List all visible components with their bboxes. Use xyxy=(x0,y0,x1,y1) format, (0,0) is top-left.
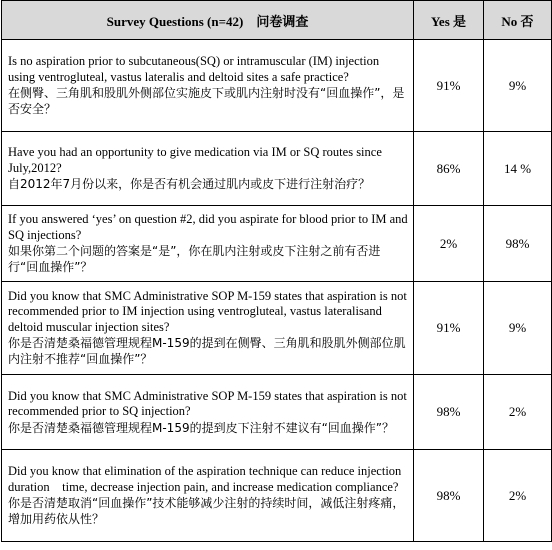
question-english: Did you know that elimination of the aspiration technique can reduce injection duration time, decrease injection pain, and increase medication compliance? xyxy=(8,464,402,494)
yes-percentage: 86% xyxy=(414,132,484,206)
question-english: If you answered ‘yes’ on question #2, did you aspirate for blood prior to IM and SQ injections? xyxy=(8,212,408,242)
yes-percentage: 98% xyxy=(414,450,484,542)
yes-percentage: 91% xyxy=(414,40,484,132)
no-percentage: 98% xyxy=(484,206,552,282)
question-chinese: 在侧臀、三角肌和股肌外侧部位实施皮下或肌内注射时没有“回血操作”，是否安全？ xyxy=(8,86,405,116)
table-header-row xyxy=(2,1,552,40)
header-yes: Yes 是 xyxy=(414,1,484,40)
no-percentage: 9% xyxy=(484,282,552,375)
question-chinese: 你是否清楚桑福德管理规程M-159的提到皮下注射不建议有“回血操作”？ xyxy=(8,420,395,435)
question-cell xyxy=(2,375,414,450)
table-row xyxy=(2,40,552,132)
table-row xyxy=(2,206,552,282)
question-cell xyxy=(2,282,414,375)
question-english: Have you had an opportunity to give medication via IM or SQ routes since July,2012? xyxy=(8,145,382,175)
table-row xyxy=(2,132,552,206)
question-cell xyxy=(2,132,414,206)
table-row xyxy=(2,282,552,375)
table-row xyxy=(2,450,552,542)
no-percentage: 2% xyxy=(484,375,552,450)
survey-table xyxy=(1,0,552,542)
question-chinese: 你是否清楚取消“回血操作”技术能够减少注射的持续时间，减低注射疼痛，增加用药依从性？ xyxy=(8,496,405,526)
yes-percentage: 98% xyxy=(414,375,484,450)
yes-percentage: 91% xyxy=(414,282,484,375)
question-english: Is no aspiration prior to subcutaneous(SQ) or intramuscular (IM) injection using ventrogluteal, vastus lateralis and deltoid sites a safe practice? xyxy=(8,54,380,84)
header-survey-questions: Survey Questions (n=42) 问卷调查 xyxy=(2,1,414,40)
question-cell xyxy=(2,450,414,542)
question-cell xyxy=(2,40,414,132)
yes-percentage: 2% xyxy=(414,206,484,282)
no-percentage: 9% xyxy=(484,40,552,132)
header-no: No 否 xyxy=(484,1,552,40)
question-english: Did you know that SMC Administrative SOP M-159 states that aspiration is not recommended prior to IM injection using ventrogluteal, vastus lateralisand deltoid muscular injection sites? xyxy=(8,288,407,334)
question-chinese: 你是否清楚桑福德管理规程M-159的提到在侧臀、三角肌和股肌外侧部位肌内注射不推荐“回血操作”？ xyxy=(8,336,406,367)
no-percentage: 2% xyxy=(484,450,552,542)
question-chinese: 如果你第二个问题的答案是“是”，你在肌内注射或皮下注射之前有否进行“回血操作”？ xyxy=(8,244,381,274)
question-english: Did you know that SMC Administrative SOP M-159 states that aspiration is not recommended prior to SQ injection? xyxy=(8,388,407,418)
no-percentage: 14 % xyxy=(484,132,552,206)
question-cell xyxy=(2,206,414,282)
table-row xyxy=(2,375,552,450)
question-chinese: 自2012年7月份以来，你是否有机会通过肌内或皮下进行注射治疗？ xyxy=(8,177,371,191)
